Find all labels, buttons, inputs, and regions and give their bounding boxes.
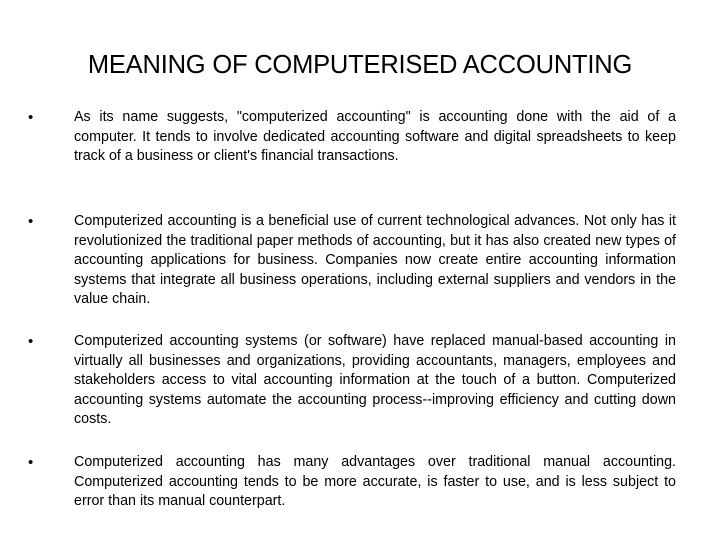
bullet-marker: • <box>28 454 34 471</box>
bullet-text: Computerized accounting has many advantages over traditional manual accounting. Computerized accounting tends to be more accurate, is faster to use, and is less subject to error than its manual counterpart. <box>74 454 676 509</box>
bullet-marker: • <box>28 109 34 126</box>
bullet-text: Computerized accounting is a beneficial use of current technological advances. Not only has it revolutionized the traditional paper methods of accounting, but it has also created new types of accounting applications for business. Companies now create entire accounting information systems that integrate all business operations, including external suppliers and vendors in the value chain. <box>74 213 676 307</box>
slide-title: MEANING OF COMPUTERISED ACCOUNTING <box>87 51 633 80</box>
bullet-marker: • <box>28 333 34 350</box>
bullet-text: Computerized accounting systems (or software) have replaced manual-based accounting in virtually all businesses and organizations, providing accountants, managers, employees and stakeholders access to vital accounting information at the touch of a button. Computerized accounting systems automate the accounting process--improving efficiency and cutting down costs. <box>74 333 676 427</box>
bullet-text: As its name suggests, "computerized accounting" is accounting done with the aid of a computer. It tends to involve dedicated accounting software and digital spreadsheets to keep track of a business or client's financial transactions. <box>74 109 676 164</box>
bullet-marker: • <box>28 213 34 230</box>
